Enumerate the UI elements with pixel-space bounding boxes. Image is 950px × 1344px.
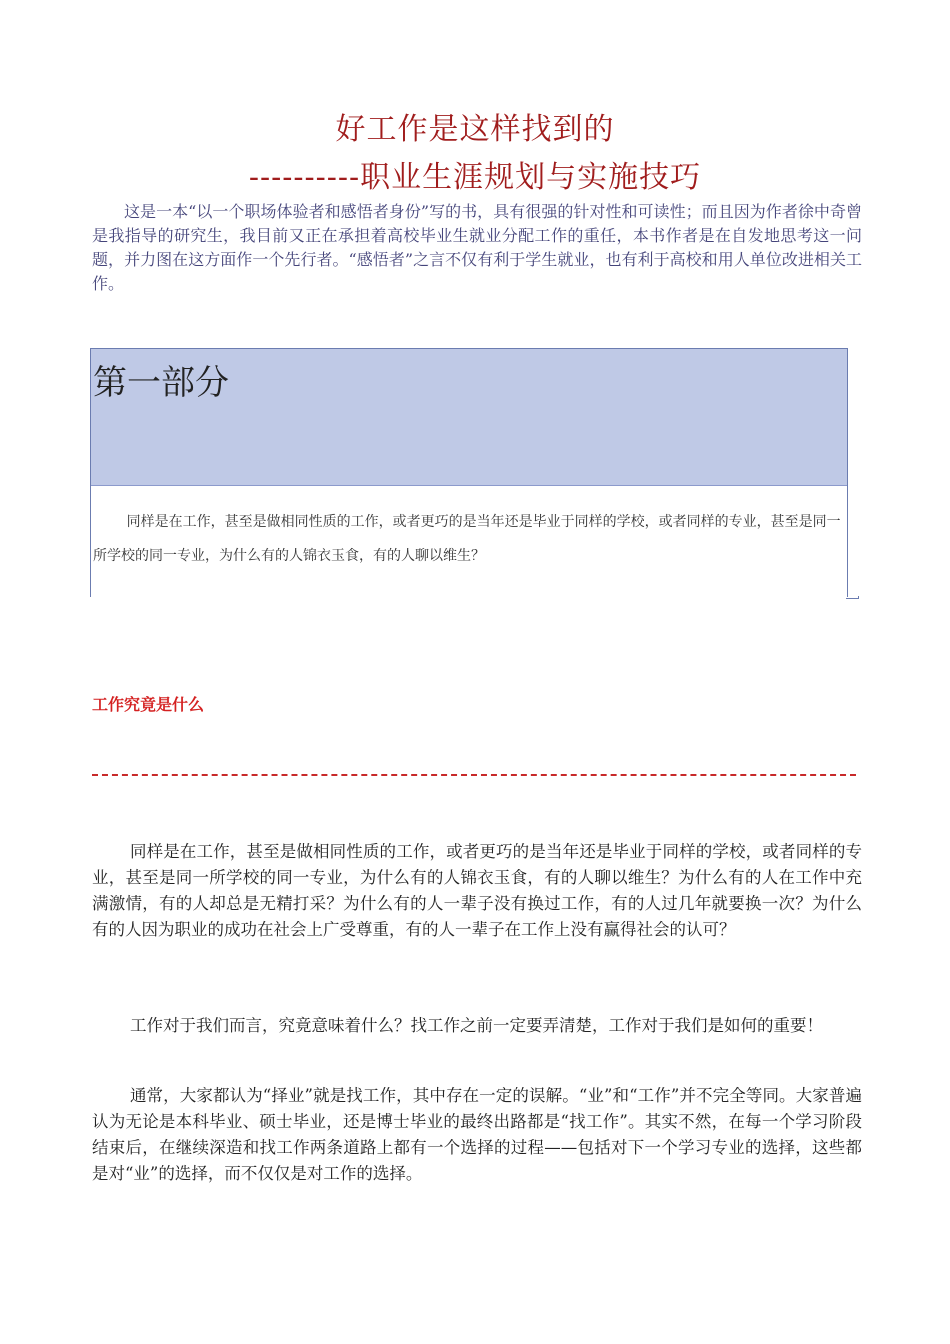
dashed-divider [92, 774, 856, 776]
section-heading: 工作究竟是什么 [92, 695, 205, 714]
part-box [90, 348, 848, 597]
part-header [91, 349, 847, 486]
part-title: 第一部分 [93, 363, 229, 403]
intro-paragraph: 这是一本“以一个职场体验者和感悟者身份”写的书，具有很强的针对性和可读性；而且因为作者徐中奇曾是我指导的研究生，我目前又正在承担着高校毕业生就业分配工作的重任，本书作者是在自发地思考这一问题，并力图在这方面作一个先行者。“感悟者”之言不仅有利于学生就业，也有利于高校和用人单位改进相关工作。 [92, 202, 862, 293]
document-subtitle: ----------职业生涯规划与实施技巧 [248, 160, 702, 195]
body-paragraph: 工作对于我们而言，究竟意味着什么？找工作之前一定要弄清楚，工作对于我们是如何的重要！ [129, 1016, 823, 1035]
body-paragraph: 同样是在工作，甚至是做相同性质的工作，或者更巧的是当年还是毕业于同样的学校，或者同样的专业，甚至是同一所学校的同一专业，为什么有的人锦衣玉食，有的人聊以维生？为什么有的人在工作中充满激情，有的人却总是无精打采？为什么有的人一辈子没有换过工作，有的人过几年就要换一次？为什么有的人因为职业的成功在社会上广受尊重，有的人一辈子在工作上没有赢得社会的认可？ [92, 842, 862, 939]
document-title: 好工作是这样找到的 [335, 112, 615, 147]
body-paragraph: 通常，大家都认为“择业”就是找工作，其中存在一定的误解。“业”和“工作”并不完全等同。大家普遍认为无论是本科毕业、硕士毕业，还是博士毕业的最终出路都是“找工作”。其实不然，在每一个学习阶段结束后，在继续深造和找工作两条道路上都有一个选择的过程——包括对下一个学习专业的选择，这些都是对“业”的选择，而不仅仅是对工作的选择。 [92, 1086, 862, 1183]
box-corner-divider [846, 596, 859, 599]
part-summary: 同样是在工作，甚至是做相同性质的工作，或者更巧的是当年还是毕业于同样的学校，或者同样的专业，甚至是同一所学校的同一专业，为什么有的人锦衣玉食，有的人聊以维生？ [93, 514, 841, 564]
